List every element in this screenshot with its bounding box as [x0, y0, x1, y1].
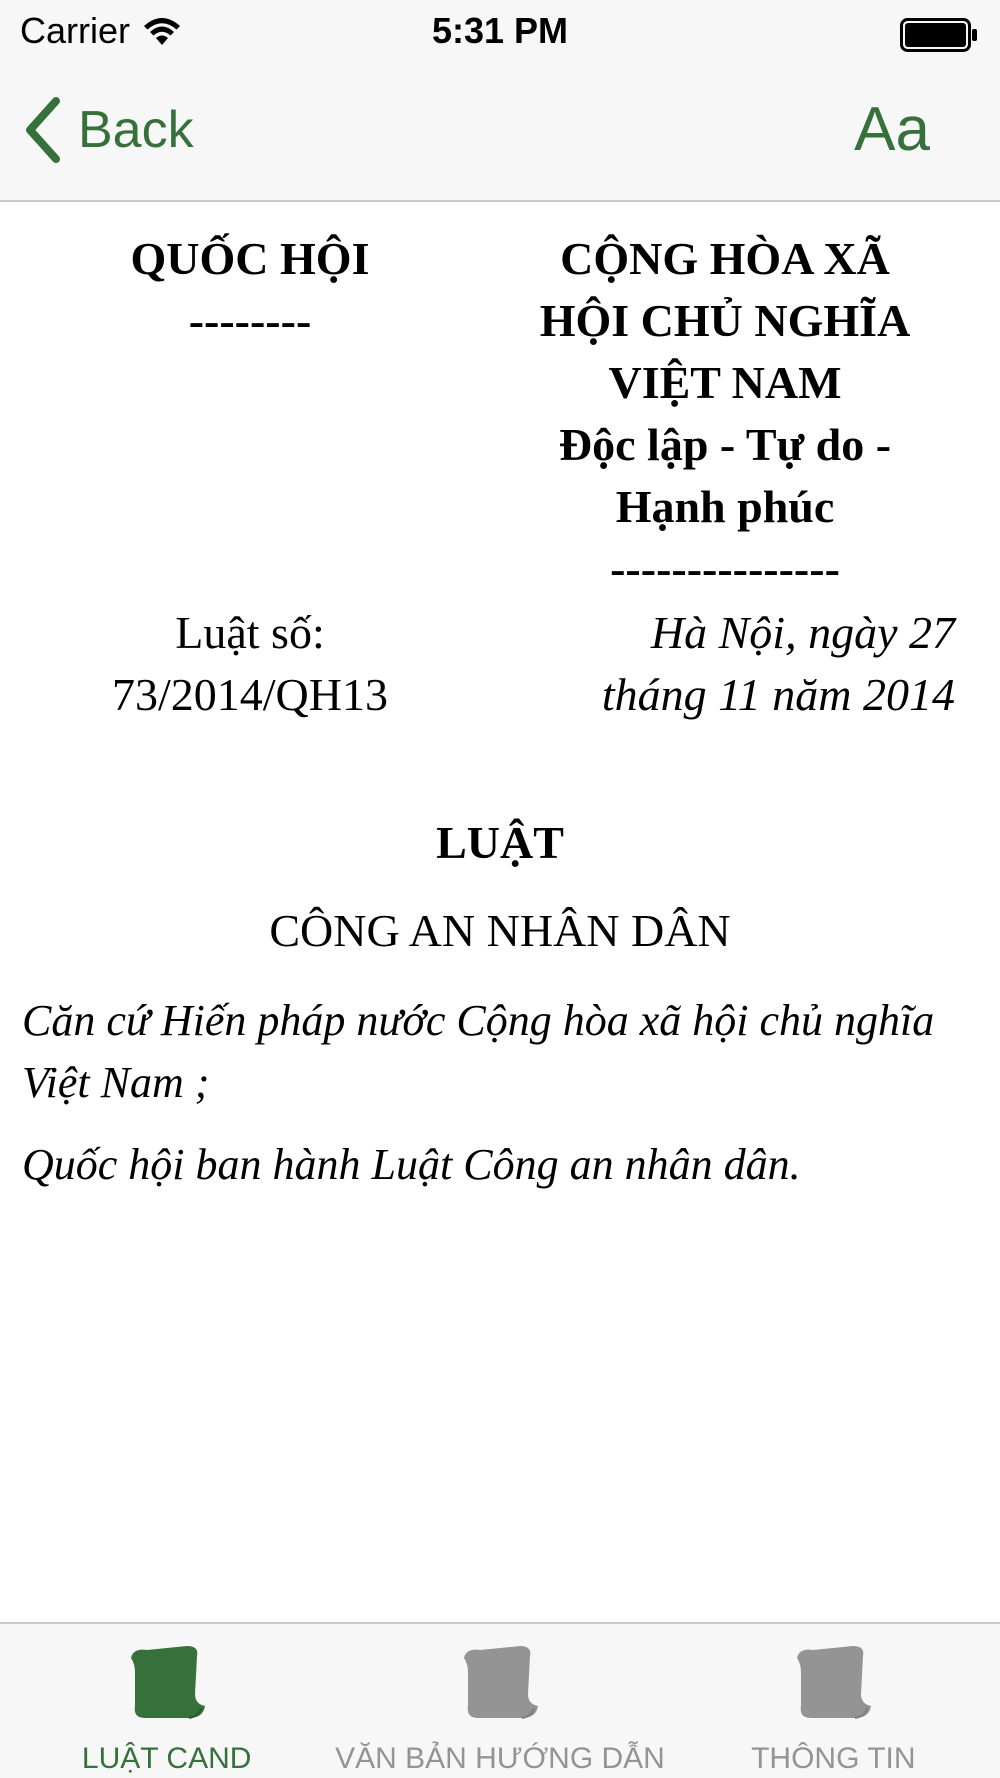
battery-icon	[900, 18, 978, 52]
preamble-paragraph-2: Quốc hội ban hành Luật Công an nhân dân.	[22, 1140, 801, 1189]
law-document	[0, 202, 1000, 1622]
scroll-icon	[791, 1642, 875, 1722]
law-subtitle: CÔNG AN NHÂN DÂN	[269, 905, 731, 956]
law-number-block	[50, 602, 450, 726]
back-button[interactable]	[22, 92, 194, 168]
carrier-label: Carrier	[20, 10, 131, 51]
tab-van-ban-huong-dan[interactable]	[333, 1624, 666, 1778]
date-block	[495, 602, 955, 726]
date-line-1: Hà Nội, ngày 27	[650, 607, 955, 658]
scroll-icon	[125, 1642, 209, 1722]
motto-line-2: Hạnh phúc	[615, 481, 835, 532]
motto-line-1: Độc lập - Tự do -	[558, 419, 892, 470]
nation-line-3: VIỆT NAM	[608, 357, 842, 408]
preamble-paragraph-1: Căn cứ Hiến pháp nước Cộng hòa xã hội chủ nghĩa Việt Nam ;	[22, 996, 935, 1107]
back-label: Back	[78, 101, 194, 159]
tab-label: LUẬT CAND	[81, 1742, 252, 1775]
scroll-icon	[458, 1642, 542, 1722]
issuer-block	[50, 228, 450, 352]
tab-label: THÔNG TIN	[751, 1742, 916, 1775]
law-number-value: 73/2014/QH13	[112, 669, 388, 720]
nation-divider: ---------------	[610, 543, 840, 594]
issuer-divider: --------	[188, 295, 312, 346]
font-size-button[interactable]: Aa	[854, 95, 930, 164]
tab-thong-tin[interactable]	[667, 1624, 1000, 1778]
law-number-label: Luật số:	[175, 607, 325, 658]
status-bar	[0, 0, 1000, 70]
tab-luat-cand[interactable]	[0, 1624, 333, 1778]
nation-line-2: HỘI CHỦ NGHĨA	[539, 295, 911, 346]
tab-bar	[0, 1622, 1000, 1778]
nation-block	[495, 228, 955, 600]
status-time: 5:31 PM	[431, 10, 569, 51]
law-title: LUẬT	[436, 817, 564, 868]
tab-label: VĂN BẢN HƯỚNG DẪN	[335, 1742, 665, 1775]
nation-line-1: CỘNG HÒA XÃ	[560, 233, 890, 284]
navigation-bar	[0, 70, 1000, 202]
chevron-left-icon	[22, 97, 64, 163]
date-line-2: tháng 11 năm 2014	[601, 669, 955, 720]
issuer-name: QUỐC HỘI	[130, 233, 370, 284]
